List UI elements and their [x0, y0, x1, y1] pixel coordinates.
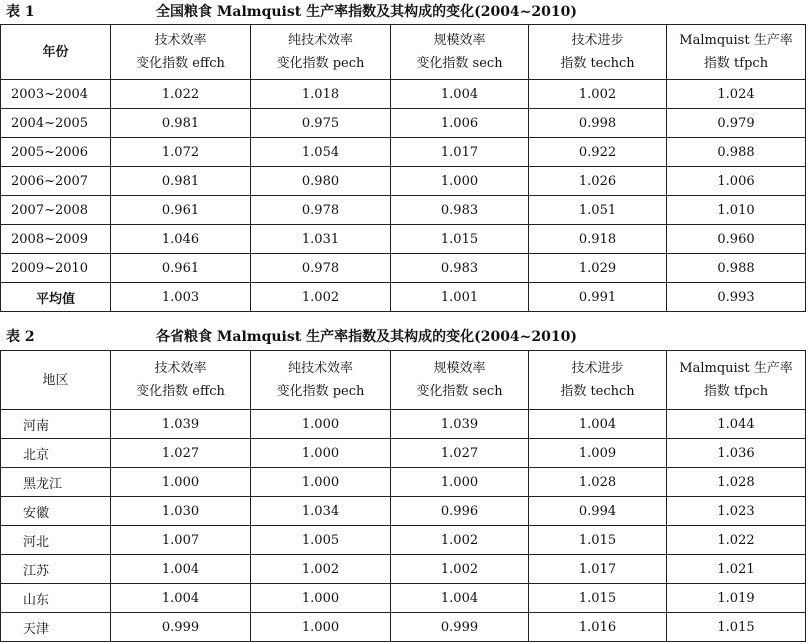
header-line2: 变化指数 effch [136, 384, 225, 399]
table1-title: 全国粮食 Malmquist 生产率指数及其构成的变化(2004~2010) [156, 4, 577, 20]
value-cell: 1.002 [251, 283, 391, 312]
value-cell: 0.991 [529, 283, 667, 312]
value-cell: 1.005 [251, 526, 391, 555]
table-row [1, 526, 806, 555]
table-row [1, 109, 806, 138]
value-cell: 1.054 [251, 138, 391, 167]
row-label-cell: 2009~2010 [1, 254, 111, 283]
table2-title: 各省粮食 Malmquist 生产率指数及其构成的变化(2004~2010) [156, 329, 577, 345]
header-line2: 变化指数 pech [276, 384, 365, 399]
table2-number: 表 2 [6, 329, 35, 345]
header-label: 年份 [42, 44, 69, 60]
table2-header-region [1, 351, 111, 410]
table2-header-effch [111, 351, 251, 410]
row-label-cell: 黑龙江 [1, 468, 111, 497]
value-cell: 1.002 [391, 526, 529, 555]
row-label-cell: 安徽 [1, 497, 111, 526]
value-cell: 0.981 [111, 109, 251, 138]
value-cell: 1.009 [529, 439, 667, 468]
value-cell: 1.036 [667, 439, 806, 468]
header-line1: 纯技术效率 [287, 33, 353, 48]
value-cell: 0.922 [529, 138, 667, 167]
value-cell: 1.000 [251, 439, 391, 468]
table-row [1, 497, 806, 526]
header-line2: 变化指数 sech [416, 384, 503, 399]
header-line1: 纯技术效率 [287, 361, 353, 376]
value-cell: 1.006 [667, 167, 806, 196]
value-cell: 0.978 [251, 196, 391, 225]
table-row [1, 80, 806, 109]
value-cell: 0.975 [251, 109, 391, 138]
value-cell: 1.004 [111, 555, 251, 584]
value-cell: 0.996 [391, 497, 529, 526]
row-label-cell: 山东 [1, 584, 111, 613]
value-cell: 1.039 [391, 410, 529, 439]
table1-number: 表 1 [6, 4, 35, 20]
value-cell: 0.993 [667, 283, 806, 312]
value-cell: 1.022 [667, 526, 806, 555]
value-cell: 1.026 [529, 167, 667, 196]
value-cell: 1.044 [667, 410, 806, 439]
value-cell: 1.002 [529, 80, 667, 109]
value-cell: 1.002 [251, 555, 391, 584]
value-cell: 1.023 [667, 497, 806, 526]
header-line1: 规模效率 [433, 33, 486, 48]
value-cell: 1.015 [529, 526, 667, 555]
table-row [1, 584, 806, 613]
value-cell: 1.004 [391, 584, 529, 613]
value-cell: 1.000 [251, 410, 391, 439]
value-cell: 0.961 [111, 196, 251, 225]
table-row [1, 555, 806, 584]
value-cell: 1.028 [529, 468, 667, 497]
header-line1: 技术效率 [154, 33, 207, 48]
header-label: 地区 [42, 372, 69, 388]
table1-header-effch [111, 25, 251, 80]
value-cell: 1.072 [111, 138, 251, 167]
value-cell: 1.004 [111, 584, 251, 613]
header-line2: 变化指数 effch [136, 56, 225, 71]
value-cell: 0.961 [111, 254, 251, 283]
value-cell: 0.983 [391, 254, 529, 283]
header-line2: 变化指数 pech [276, 56, 365, 71]
value-cell: 1.031 [251, 225, 391, 254]
header-line1: 技术进步 [571, 361, 624, 376]
value-cell: 1.028 [667, 468, 806, 497]
table-row [1, 613, 806, 642]
value-cell: 1.000 [391, 167, 529, 196]
value-cell: 1.027 [111, 439, 251, 468]
row-label-cell: 2005~2006 [1, 138, 111, 167]
row-label-cell: 2004~2005 [1, 109, 111, 138]
value-cell: 1.000 [111, 468, 251, 497]
table1-header-year [1, 25, 111, 80]
value-cell: 1.039 [111, 410, 251, 439]
value-cell: 1.016 [529, 613, 667, 642]
value-cell: 1.017 [391, 138, 529, 167]
table1-header-sech [391, 25, 529, 80]
value-cell: 1.007 [111, 526, 251, 555]
table2 [0, 350, 806, 642]
table2-header-techch [529, 351, 667, 410]
value-cell: 0.978 [251, 254, 391, 283]
header-line2: 指数 techch [560, 384, 635, 399]
value-cell: 0.988 [667, 254, 806, 283]
value-cell: 1.004 [391, 80, 529, 109]
table2-caption [6, 326, 577, 348]
value-cell: 1.000 [391, 468, 529, 497]
header-line2: 变化指数 sech [416, 56, 503, 71]
value-cell: 1.019 [667, 584, 806, 613]
value-cell: 1.024 [667, 80, 806, 109]
row-label-cell: 2003~2004 [1, 80, 111, 109]
row-label-cell: 江苏 [1, 555, 111, 584]
value-cell: 1.002 [391, 555, 529, 584]
value-cell: 1.021 [667, 555, 806, 584]
row-label-cell: 河南 [1, 410, 111, 439]
table1-header-techch [529, 25, 667, 80]
value-cell: 1.017 [529, 555, 667, 584]
table1-header-pech [251, 25, 391, 80]
value-cell: 1.046 [111, 225, 251, 254]
value-cell: 0.999 [111, 613, 251, 642]
value-cell: 0.979 [667, 109, 806, 138]
row-label-cell: 平均值 [1, 283, 111, 312]
header-line1: Malmquist 生产率 [679, 33, 793, 48]
table-row [1, 225, 806, 254]
row-label-cell: 天津 [1, 613, 111, 642]
header-line1: 技术进步 [571, 33, 624, 48]
value-cell: 1.034 [251, 497, 391, 526]
value-cell: 1.029 [529, 254, 667, 283]
table-row [1, 254, 806, 283]
value-cell: 1.004 [529, 410, 667, 439]
table-row [1, 167, 806, 196]
table1-header-row [1, 25, 806, 80]
value-cell: 1.027 [391, 439, 529, 468]
value-cell: 1.006 [391, 109, 529, 138]
value-cell: 1.015 [667, 613, 806, 642]
header-line2: 指数 tfpch [703, 56, 769, 71]
table1-caption [6, 1, 577, 23]
value-cell: 1.010 [667, 196, 806, 225]
value-cell: 0.994 [529, 497, 667, 526]
value-cell: 0.918 [529, 225, 667, 254]
value-cell: 0.983 [391, 196, 529, 225]
value-cell: 0.960 [667, 225, 806, 254]
table1-header-tfpch [667, 25, 806, 80]
table-row [1, 439, 806, 468]
header-line1: 技术效率 [154, 361, 207, 376]
row-label-cell: 2006~2007 [1, 167, 111, 196]
table-row [1, 196, 806, 225]
value-cell: 1.022 [111, 80, 251, 109]
table-row [1, 138, 806, 167]
row-label-cell: 2008~2009 [1, 225, 111, 254]
value-cell: 1.051 [529, 196, 667, 225]
table2-header-row [1, 351, 806, 410]
header-line2: 指数 tfpch [703, 384, 769, 399]
value-cell: 0.998 [529, 109, 667, 138]
value-cell: 1.000 [251, 613, 391, 642]
value-cell: 1.000 [251, 468, 391, 497]
row-label-cell: 河北 [1, 526, 111, 555]
value-cell: 0.988 [667, 138, 806, 167]
value-cell: 1.001 [391, 283, 529, 312]
table1 [0, 24, 806, 312]
table-row [1, 468, 806, 497]
header-line1: Malmquist 生产率 [679, 361, 793, 376]
value-cell: 1.015 [391, 225, 529, 254]
table2-header-pech [251, 351, 391, 410]
value-cell: 1.030 [111, 497, 251, 526]
value-cell: 0.980 [251, 167, 391, 196]
table2-header-tfpch [667, 351, 806, 410]
value-cell: 0.999 [391, 613, 529, 642]
table-row [1, 283, 806, 312]
table2-header-sech [391, 351, 529, 410]
header-line1: 规模效率 [433, 361, 486, 376]
value-cell: 0.981 [111, 167, 251, 196]
table-row [1, 410, 806, 439]
row-label-cell: 2007~2008 [1, 196, 111, 225]
row-label-cell: 北京 [1, 439, 111, 468]
value-cell: 1.000 [251, 584, 391, 613]
value-cell: 1.003 [111, 283, 251, 312]
header-line2: 指数 techch [560, 56, 635, 71]
value-cell: 1.018 [251, 80, 391, 109]
value-cell: 1.015 [529, 584, 667, 613]
